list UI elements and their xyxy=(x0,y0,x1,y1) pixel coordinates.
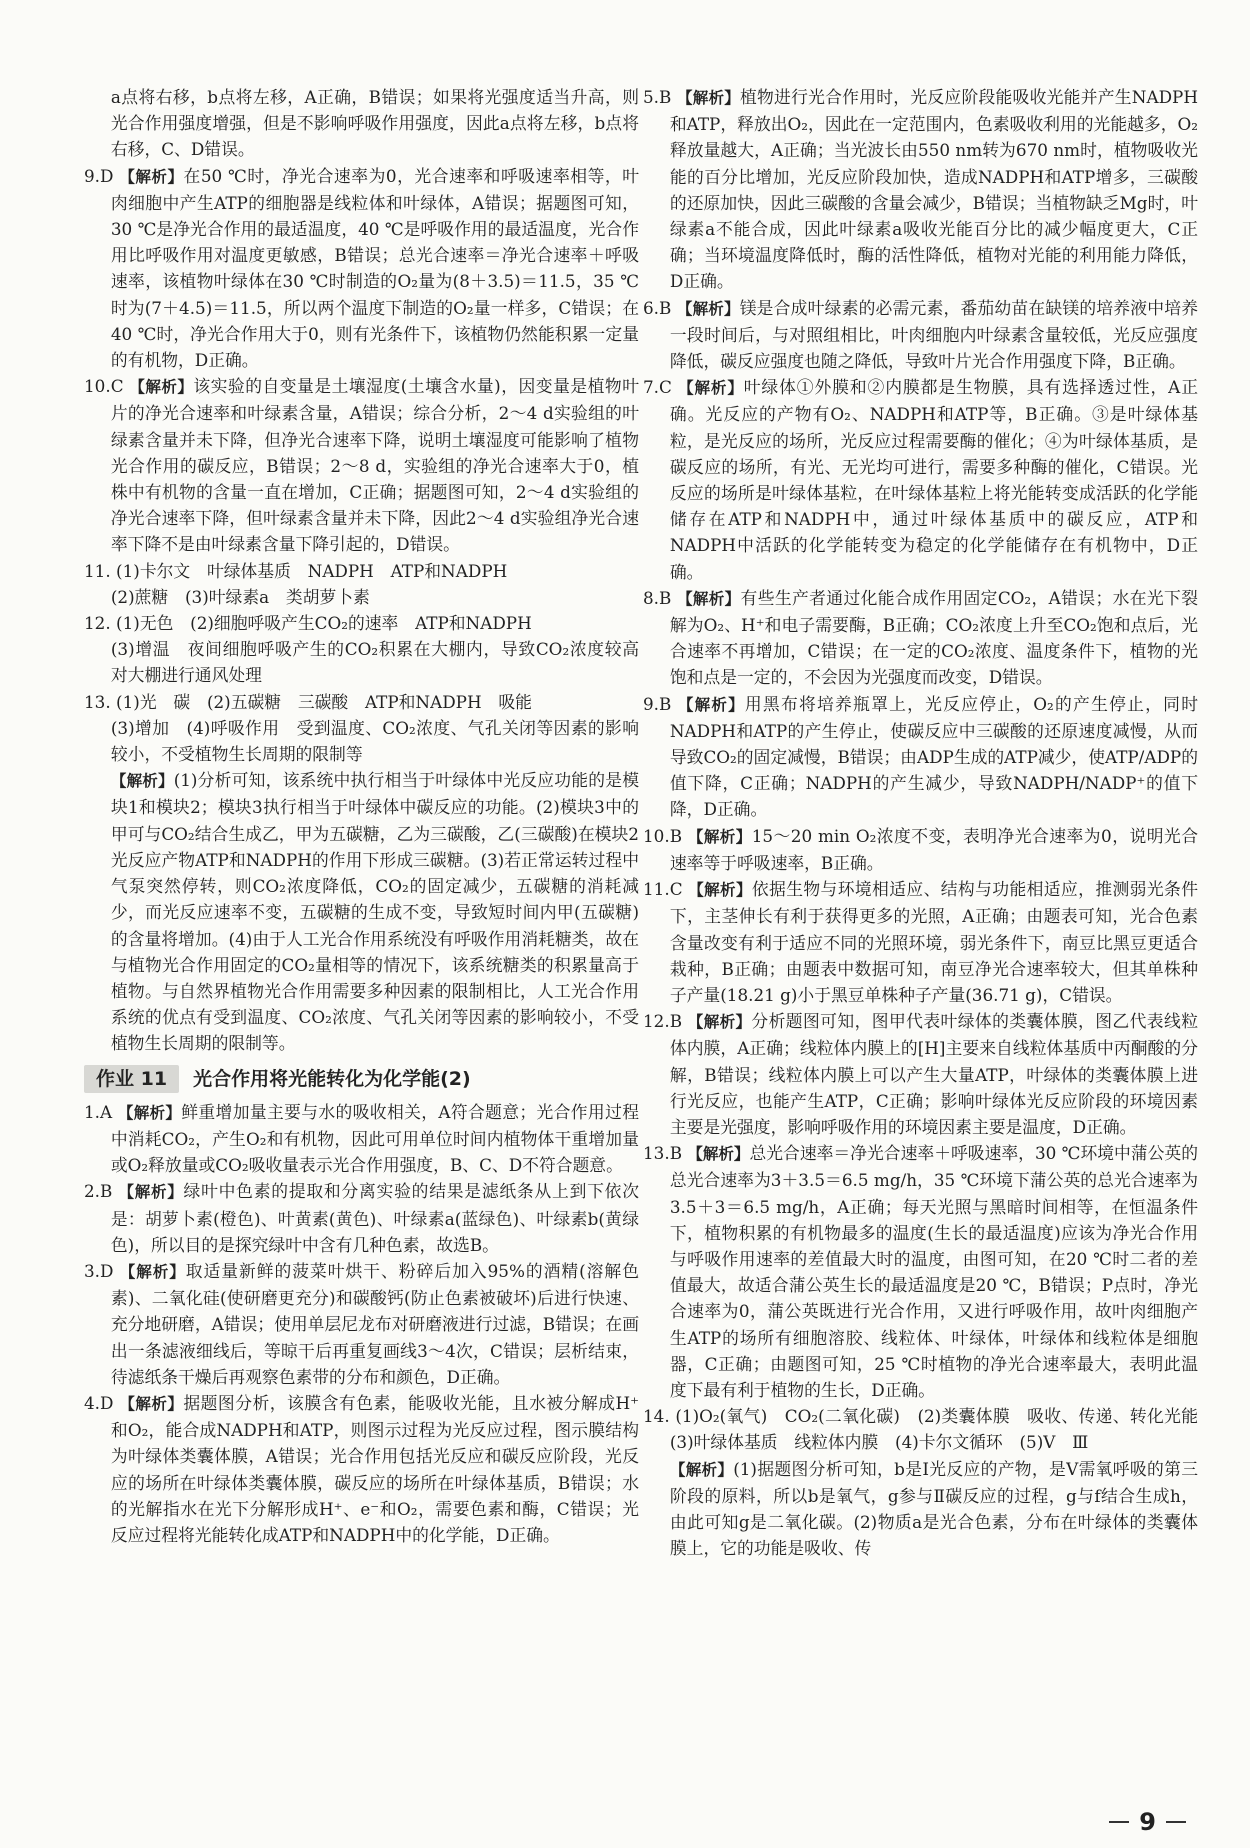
item-number: 2.B xyxy=(84,1181,113,1202)
item-number: 10.B xyxy=(643,825,683,846)
answer-item xyxy=(643,876,1198,1008)
item-number: 9.D xyxy=(84,165,114,186)
right-column xyxy=(643,84,1215,1561)
answer-item xyxy=(84,1178,639,1258)
item-text: 叶绿体①外膜和②内膜都是生物膜，具有选择透过性，A正确。光反应的产物有O₂、NADPH和ATP等，B正确。③是叶绿体基粒，是光反应的场所，光反应过程需要酶的催化；④为叶绿体基质，是碳反应的场所，有光、无光均可进行，需要多种酶的催化，C错误。光反应的场所是叶绿体基粒，在叶绿体基粒上将光能转变成活跃的化学能储存在ATP和NADPH中，通过叶绿体基质中的碳反应，ATP和NADPH中活跃的化学能转变为稳定的化学能储存在有机物中，D正确。 xyxy=(669,377,1198,582)
item-text: 有些生产者通过化能合成作用固定CO₂，A错误；水在光下裂解为O₂、H⁺和电子需要酶，B正确；CO₂浓度上升至CO₂饱和点后，光合速率不再增加，C错误；在一定的CO₂浓度、温度条件下，植物的光饱和点是一定的，不会因为光强度而改变，D错误。 xyxy=(669,587,1198,688)
item-number: 12. xyxy=(84,613,111,634)
analysis-tag: 【解析】 xyxy=(677,695,745,714)
analysis-tag: 【解析】 xyxy=(129,378,194,397)
answer-item xyxy=(84,610,639,636)
item-number: 12.B xyxy=(643,1011,683,1032)
item-text: (2)蔗糖 (3)叶绿素a 类胡萝卜素 xyxy=(110,586,370,607)
analysis-tag: 【解析】 xyxy=(669,1460,734,1479)
analysis-tag: 【解析】 xyxy=(119,1262,186,1281)
answer-continuation xyxy=(84,636,656,688)
item-text: (1)光 碳 (2)五碳糖 三碳酸 ATP和NADPH 吸能 xyxy=(116,691,532,712)
analysis-tag: 【解析】 xyxy=(678,379,744,398)
item-number: 6.B xyxy=(643,297,672,318)
answer-item xyxy=(643,295,1198,375)
item-text: 15～20 min O₂浓度不变，表明净光合速率为0，说明光合速率等于呼吸速率，B正确。 xyxy=(669,825,1198,873)
answer-continuation xyxy=(84,715,639,767)
item-number: 5.B xyxy=(643,87,672,107)
left-column xyxy=(84,84,656,1548)
item-text: a点将右移，b点将左移，A正确，B错误；如果将光强度适当升高，则光合作用强度增强，但是不影响呼吸作用强度，因此a点将左移，b点将右移，C、D错误。 xyxy=(110,87,639,160)
item-text: 依据生物与环境相适应、结构与功能相适应，推测弱光条件下，主茎伸长有利于获得更多的光照，A正确；由题表可知，光合色素含量改变有利于适应不同的光照环境，弱光条件下，南豆比黑豆更适合栽种，B正确；由题表中数据可知，南豆净光合速率较大，但其单株种子产量(18.21 g)小于黑豆单株种子产量(36.71 g)，C错误。 xyxy=(669,879,1198,1005)
answer-item xyxy=(84,1390,639,1548)
item-text: 取适量新鲜的菠菜叶烘干、粉碎后加入95%的酒精(溶解色素)、二氧化硅(使研磨更充分)和碳酸钙(防止色素被破坏)后进行快速、充分地研磨，A错误；使用单层尼龙布对研磨液进行过滤，B错误；在画出一条滤液细线后，等晾干后再重复画线3～4次，C错误；层析结束，待滤纸条干燥后再观察色素带的分布和颜色，D正确。 xyxy=(110,1260,639,1387)
item-text: 绿叶中色素的提取和分离实验的结果是滤纸条从上到下依次是：胡萝卜素(橙色)、叶黄素(黄色)、叶绿素a(蓝绿色)、叶绿素b(黄绿色)，所以目的是探究绿叶中含有几种色素，故选B。 xyxy=(110,1181,639,1255)
page-number xyxy=(1109,1808,1186,1836)
answer-item xyxy=(643,84,1198,295)
item-text: 鲜重增加量主要与水的吸收相关，A符合题意；光合作用过程中消耗CO₂，产生O₂和有机物，因此可用单位时间内植物体干重增加量或O₂释放量或CO₂吸收量表示光合作用强度，B、C、D不符合题意。 xyxy=(110,1101,639,1176)
answer-item xyxy=(84,689,639,715)
item-text: (1)据题图分析可知，b是Ⅰ光反应的产物，是Ⅴ需氧呼吸的第三阶段的原料，所以b是氧气，g参与Ⅱ碳反应的过程，g与f结合生成h，由此可知g是二氧化碳。(2)物质a是光合色素，分布在叶绿体的类囊体膜上，它的功能是吸收、传 xyxy=(669,1458,1198,1559)
dash-left xyxy=(1109,1821,1129,1823)
item-text: (3)增加 (4)呼吸作用 受到温度、CO₂浓度、气孔关闭等因素的影响较小，不受植物生长周期的限制等 xyxy=(110,717,639,765)
analysis-tag: 【解析】 xyxy=(110,772,174,791)
item-number: 13.B xyxy=(643,1143,683,1164)
answer-item xyxy=(643,374,1198,585)
item-text: 在50 ℃时，净光合速率为0，光合速率和呼吸速率相等，叶肉细胞中产生ATP的细胞器是线粒体和叶绿体，A错误；据题图可知，30 ℃是净光合作用的最适温度，40 ℃是呼吸作用的最适温度，光合作用比呼吸作用对温度更敏感，B错误；总光合速率＝净光合速率＋呼吸速率，该植物叶绿体在30 ℃时制造的O₂量为(8＋3.5)＝11.5，35 ℃时为(7＋4.5)＝11.5，所以两个温度下制造的O₂量一样多，C错误；在40 ℃时，净光合作用大于0，则有光条件下，该植物仍然能积累一定量的有机物，D正确。 xyxy=(110,165,639,371)
explanation xyxy=(643,1456,1198,1562)
section-heading xyxy=(84,1065,639,1093)
page-number-text: 9 xyxy=(1139,1808,1156,1836)
item-number: 10.C xyxy=(84,376,124,397)
item-text: 镁是合成叶绿素的必需元素，番茄幼苗在缺镁的培养液中培养一段时间后，与对照组相比，叶肉细胞内叶绿素含量较低，光反应强度降低，碳反应强度也随之降低，导致叶片光合作用强度下降，B正确。 xyxy=(669,297,1198,372)
analysis-tag: 【解析】 xyxy=(119,1394,184,1413)
item-text: 用黑布将培养瓶罩上，光反应停止，O₂的产生停止，同时NADPH和ATP的产生停止，使碳反应中三碳酸的还原速度减慢，从而导致CO₂的固定减慢，B错误；由ADP生成的ATP减少，使ATP/ADP的值下降，C正确；NADPH的产生减少，导致NADPH/NADP⁺的值下降，D正确。 xyxy=(669,693,1198,820)
analysis-tag: 【解析】 xyxy=(677,589,741,608)
item-text: 总光合速率＝净光合速率＋呼吸速率，30 ℃环境中蒲公英的总光合速率为3＋3.5＝6.5 mg/h，35 ℃环境下蒲公英的总光合速率为3.5＋3＝6.5 mg/h，A正确；每天光照与黑暗时间相等，在恒温条件下，植物积累的有机物最多的温度(生长的最适温度)应该为净光合作用与呼吸作用速率的差值最大时的温度，由图可知，在20 ℃时二者的差值最大，故适合蒲公英生长的最适温度是20 ℃，B错误；P点时，净光合速率为0，蒲公英既进行光合作用，又进行呼吸作用，故叶肉细胞产生ATP的场所有细胞溶胶、线粒体、叶绿体，叶绿体和线粒体是细胞器，C正确；由题图可知，25 ℃时植物的净光合速率最大，表明此温度下最有利于植物的生长，D正确。 xyxy=(669,1143,1198,1400)
answer-continuation xyxy=(84,84,639,163)
analysis-tag: 【解析】 xyxy=(676,299,740,318)
item-number: 11.C xyxy=(643,879,683,900)
item-number: 13. xyxy=(84,691,111,712)
item-text: (3)增温 夜间细胞呼吸产生的CO₂积累在大棚内，导致CO₂浓度较高 对大棚进行通风处理 xyxy=(110,639,656,686)
analysis-tag: 【解析】 xyxy=(687,827,752,846)
answer-item xyxy=(84,163,639,374)
item-text: (1)无色 (2)细胞呼吸产生CO₂的速率 ATP和NADPH xyxy=(116,613,532,634)
item-number: 4.D xyxy=(84,1392,114,1413)
answer-item xyxy=(643,1008,1198,1140)
item-number: 3.D xyxy=(84,1260,114,1281)
analysis-tag: 【解析】 xyxy=(688,881,752,900)
item-text: 据题图分析，该膜含有色素，能吸收光能，且水被分解成H⁺和O₂，能合成NADPH和ATP，则图示过程为光反应过程，图示膜结构为叶绿体类囊体膜，A错误；光合作用包括光反应和碳反应阶段，光反应的场所在叶绿体类囊体膜，碳反应的场所在叶绿体基质，B错误；水的光解指水在光下分解形成H⁺、e⁻和O₂，需要色素和酶，C错误；光反应过程将光能转化成ATP和NADPH中的化学能，D正确。 xyxy=(110,1392,639,1545)
section-label: 作业 11 xyxy=(84,1065,179,1093)
item-number: 8.B xyxy=(643,587,672,608)
answer-item xyxy=(643,1403,1215,1455)
answer-item xyxy=(84,1099,639,1179)
item-text: (1)O₂(氧气) CO₂(二氧化碳) (2)类囊体膜 吸收、传递、转化光能 (3)叶绿体基质 线粒体内膜 (4)卡尔文循环 (5)Ⅴ Ⅲ xyxy=(669,1406,1215,1453)
analysis-tag: 【解析】 xyxy=(687,1013,752,1032)
analysis-tag: 【解析】 xyxy=(118,1183,184,1202)
analysis-tag: 【解析】 xyxy=(687,1145,750,1164)
item-number: 11. xyxy=(84,560,111,581)
item-number: 1.A xyxy=(84,1101,113,1122)
item-text: 植物进行光合作用时，光反应阶段能吸收光能并产生NADPH和ATP，释放出O₂，因此在一定范围内，色素吸收利用的光能越多，O₂释放量越大，A正确；当光波长由550 nm转为670 nm时，植物吸收光能的百分比增加，光反应阶段加快，造成NADPH和ATP增多，三碳酸的还原加快，因此三碳酸的含量会减少，B错误；当植物缺乏Mg时，叶绿素a不能合成，因此叶绿素a吸收光能百分比的减少幅度更大，C正确；当环境温度降低时，酶的活性降低，植物对光能的利用能力降低，D正确。 xyxy=(669,87,1198,292)
item-text: (1)分析可知，该系统中执行相当于叶绿体中光反应功能的是模块1和模块2；模块3执行相当于叶绿体中碳反应的功能。(2)模块3中的甲可与CO₂结合生成乙，甲为五碳糖，乙为三碳酸，乙(三碳酸)在模块2光反应产物ATP和NADPH的作用下形成三碳糖。(3)若正常运转过程中气泵突然停转，则CO₂浓度降低，CO₂的固定减少，五碳糖的消耗减少，而光反应速率不变，五碳糖的生成不变，导致短时间内甲(五碳糖)的含量将增加。(4)由于人工光合作用系统没有呼吸作用消耗糖类，故在与植物光合作用固定的CO₂量相等的情况下，该系统糖类的积累量高于植物。与自然界植物光合作用需要多种因素的限制相比，人工光合作用系统的优点有受到温度、CO₂浓度、气孔关闭等因素的影响较小，不受植物生长周期的限制等。 xyxy=(110,770,639,1054)
dash-right xyxy=(1166,1821,1186,1823)
answer-item xyxy=(643,1140,1198,1403)
analysis-tag: 【解析】 xyxy=(117,1103,182,1122)
answer-item xyxy=(643,691,1198,823)
answer-item xyxy=(643,585,1198,691)
item-number: 14. xyxy=(643,1406,670,1427)
item-number: 9.B xyxy=(643,693,672,714)
item-text: (1)卡尔文 叶绿体基质 NADPH ATP和NADPH xyxy=(116,560,508,581)
analysis-tag: 【解析】 xyxy=(119,167,184,186)
answer-item xyxy=(643,823,1198,876)
item-text: 分析题图可知，图甲代表叶绿体的类囊体膜，图乙代表线粒体内膜，A正确；线粒体内膜上的[H]主要来自线粒体基质中丙酮酸的分解，B错误；线粒体内膜上可以产生大量ATP，叶绿体的类囊体膜上进行光反应，也能产生ATP，C正确；影响叶绿体光反应阶段的环境因素主要是光强度，影响呼吸作用的环境因素主要是温度，D正确。 xyxy=(669,1011,1198,1137)
answer-item xyxy=(84,1258,639,1390)
section-title: 光合作用将光能转化为化学能(2) xyxy=(193,1067,471,1090)
item-text: 该实验的自变量是土壤湿度(土壤含水量)，因变量是植物叶片的净光合速率和叶绿素含量，A错误；综合分析，2～4 d实验组的叶绿素含量并未下降，但净光合速率下降，说明土壤湿度可能影响了植物光合作用的碳反应，B错误；2～8 d，实验组的净光合速率大于0，植株中有机物的含量一直在增加，C正确；据题图可知，2～4 d实验组的净光合速率下降，但叶绿素含量并未下降，因此2～4 d实验组净光合速率下降不是由叶绿素含量下降引起的，D错误。 xyxy=(110,376,639,555)
answer-continuation xyxy=(84,584,639,610)
answer-item xyxy=(84,558,639,584)
answer-item xyxy=(84,373,639,557)
item-number: 7.C xyxy=(643,377,672,398)
explanation xyxy=(84,767,639,1056)
analysis-tag: 【解析】 xyxy=(676,89,740,107)
